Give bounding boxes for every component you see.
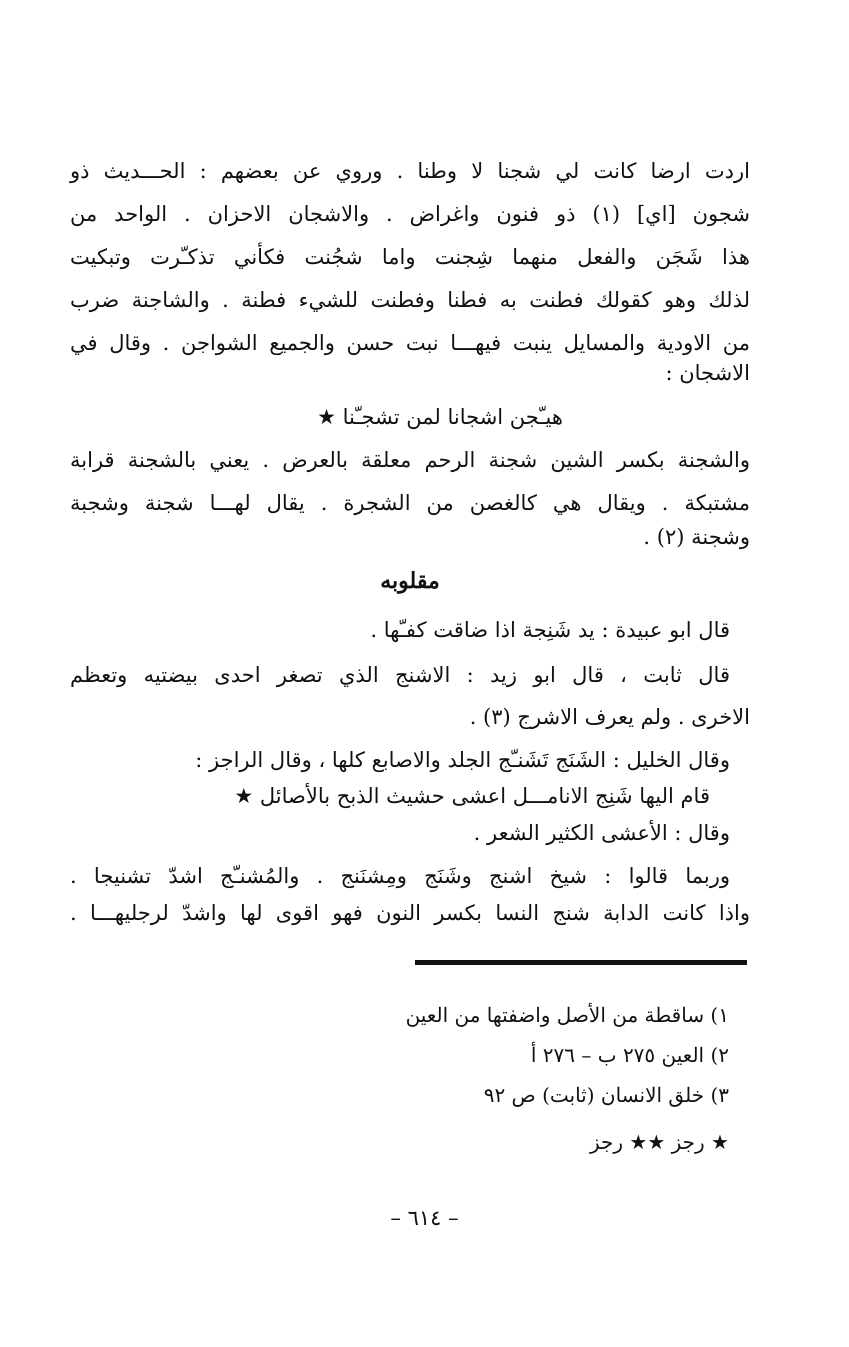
text-line: وربما قالوا : شيخ اشنج وشَنَج ومِشنَنج . والمُشنـّج اشدّ تشنيجا .	[70, 864, 730, 888]
text-line: قال ثابت ، قال ابو زيد : الاشنج الذي تصغر احدى بيضتيه وتعظم	[70, 663, 730, 687]
text-line: وشجنة (٢) .	[643, 525, 750, 549]
text-line: قال ابو عبيدة : يد شَنِجة اذا ضاقت كفـّها .	[370, 618, 730, 642]
text-line: شجون [اي] (١) ذو فنون واغراض . والاشجان الاحزان . الواحد من	[70, 202, 750, 226]
text-line: اردت ارضا كانت لي شجنا لا وطنا . وروي عن بعضهم : الحـــديث ذو	[70, 159, 750, 183]
section-heading: مقلوبه	[380, 568, 440, 594]
verse-line: هيـّجن اشجانا لمن تشجـّنا ★	[317, 405, 563, 429]
footnote-divider	[415, 960, 747, 965]
text-line: الاخرى . ولم يعرف الاشرج (٣) .	[469, 705, 750, 729]
text-line: لذلك وهو كقولك فطنت به فطنا وفطنت للشيء فطنة . والشاجنة ضرب	[70, 288, 750, 312]
text-line: الاشجان :	[665, 361, 750, 385]
footnote: ٣) خلق الانسان (ثابت) ص ٩٢	[483, 1083, 729, 1107]
text-line: والشجنة بكسر الشين شجنة الرحم معلقة بالعرض . يعني بالشجنة قرابة	[70, 448, 750, 472]
verse-line: قام اليها شَنِج الانامـــل اعشى حشيث الذبح بالأصائل ★	[234, 784, 710, 808]
footnote: ★ رجز ★★ رجز	[590, 1130, 729, 1154]
text-line: من الاودية والمسايل ينبت فيهـــا نبت حسن والجميع الشواجن . وقال في	[70, 331, 750, 355]
footnote: ١) ساقطة من الأصل واضفتها من العين	[405, 1003, 729, 1027]
text-line: مشتبكة . ويقال هي كالغصن من الشجرة . يقال لهـــا شجنة وشجبة	[70, 491, 750, 515]
page-number: – ٦١٤ –	[390, 1206, 459, 1230]
text-line: واذا كانت الدابة شنج النسا بكسر النون فهو اقوى لها واشدّ لرجليهـــا .	[70, 901, 750, 925]
text-line: وقال الخليل : الشَنَج تَشَنـّج الجلد والاصابع كلها ، وقال الراجز :	[195, 748, 730, 772]
footnote: ٢) العين ٢٧٥ ب – ٢٧٦ أ	[530, 1043, 729, 1067]
text-line: هذا شَجَن والفعل منهما شِجنت واما شجُنت فكأني تذكـّرت وتبكيت	[70, 245, 750, 269]
text-line: وقال : الأعشى الكثير الشعر .	[473, 821, 730, 845]
